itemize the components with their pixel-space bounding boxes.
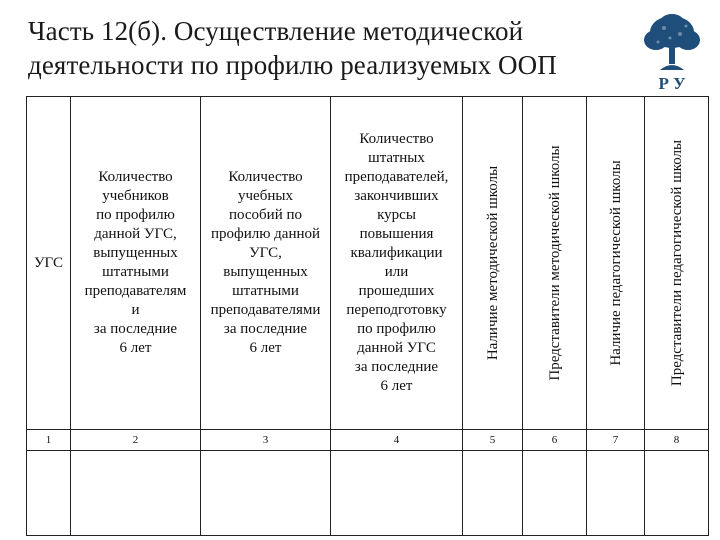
data-cell <box>587 451 645 536</box>
column-number: 8 <box>645 430 709 451</box>
university-logo <box>640 12 704 96</box>
column-number: 6 <box>523 430 587 451</box>
data-cell <box>331 451 463 536</box>
empty-data-row <box>27 451 709 536</box>
logo-letters: Р У <box>658 74 686 93</box>
oak-tree-icon <box>640 12 704 74</box>
column-number: 7 <box>587 430 645 451</box>
header-pedagogical-school: Наличие педагогической школы <box>587 97 645 430</box>
slide-title-line-1: Часть 12(б). Осуществление методической <box>28 16 524 46</box>
column-number-row <box>27 430 709 451</box>
header-trained-teachers: Количество штатных преподавателей, закончивших курсы повышения квалификации или прошедших переподготовку по профилю данной УГС за последние 6 лет <box>331 97 463 430</box>
header-textbooks: Количество учебников по профилю данной УГС, выпущенных штатными преподавателям и за последние 6 лет <box>71 97 201 430</box>
header-pedagogical-school-members: Представители педагогической школы <box>645 97 709 430</box>
data-cell <box>201 451 331 536</box>
column-number: 4 <box>331 430 463 451</box>
data-cell <box>463 451 523 536</box>
slide-title-line-2: деятельности по профилю реализуемых ООП <box>28 50 557 80</box>
header-row <box>27 97 709 430</box>
header-study-guides: Количество учебных пособий по профилю данной УГС, выпущенных штатными преподавателями за последние 6 лет <box>201 97 331 430</box>
column-number: 3 <box>201 430 331 451</box>
data-cell <box>27 451 71 536</box>
column-number: 1 <box>27 430 71 451</box>
data-cell <box>523 451 587 536</box>
data-cell <box>645 451 709 536</box>
header-methodical-school: Наличие методической школы <box>463 97 523 430</box>
column-number: 5 <box>463 430 523 451</box>
header-methodical-school-members: Представители методической школы <box>523 97 587 430</box>
data-cell <box>71 451 201 536</box>
header-ugs: УГС <box>27 97 71 430</box>
slide-title <box>28 14 658 82</box>
data-table <box>26 96 709 536</box>
column-number: 2 <box>71 430 201 451</box>
